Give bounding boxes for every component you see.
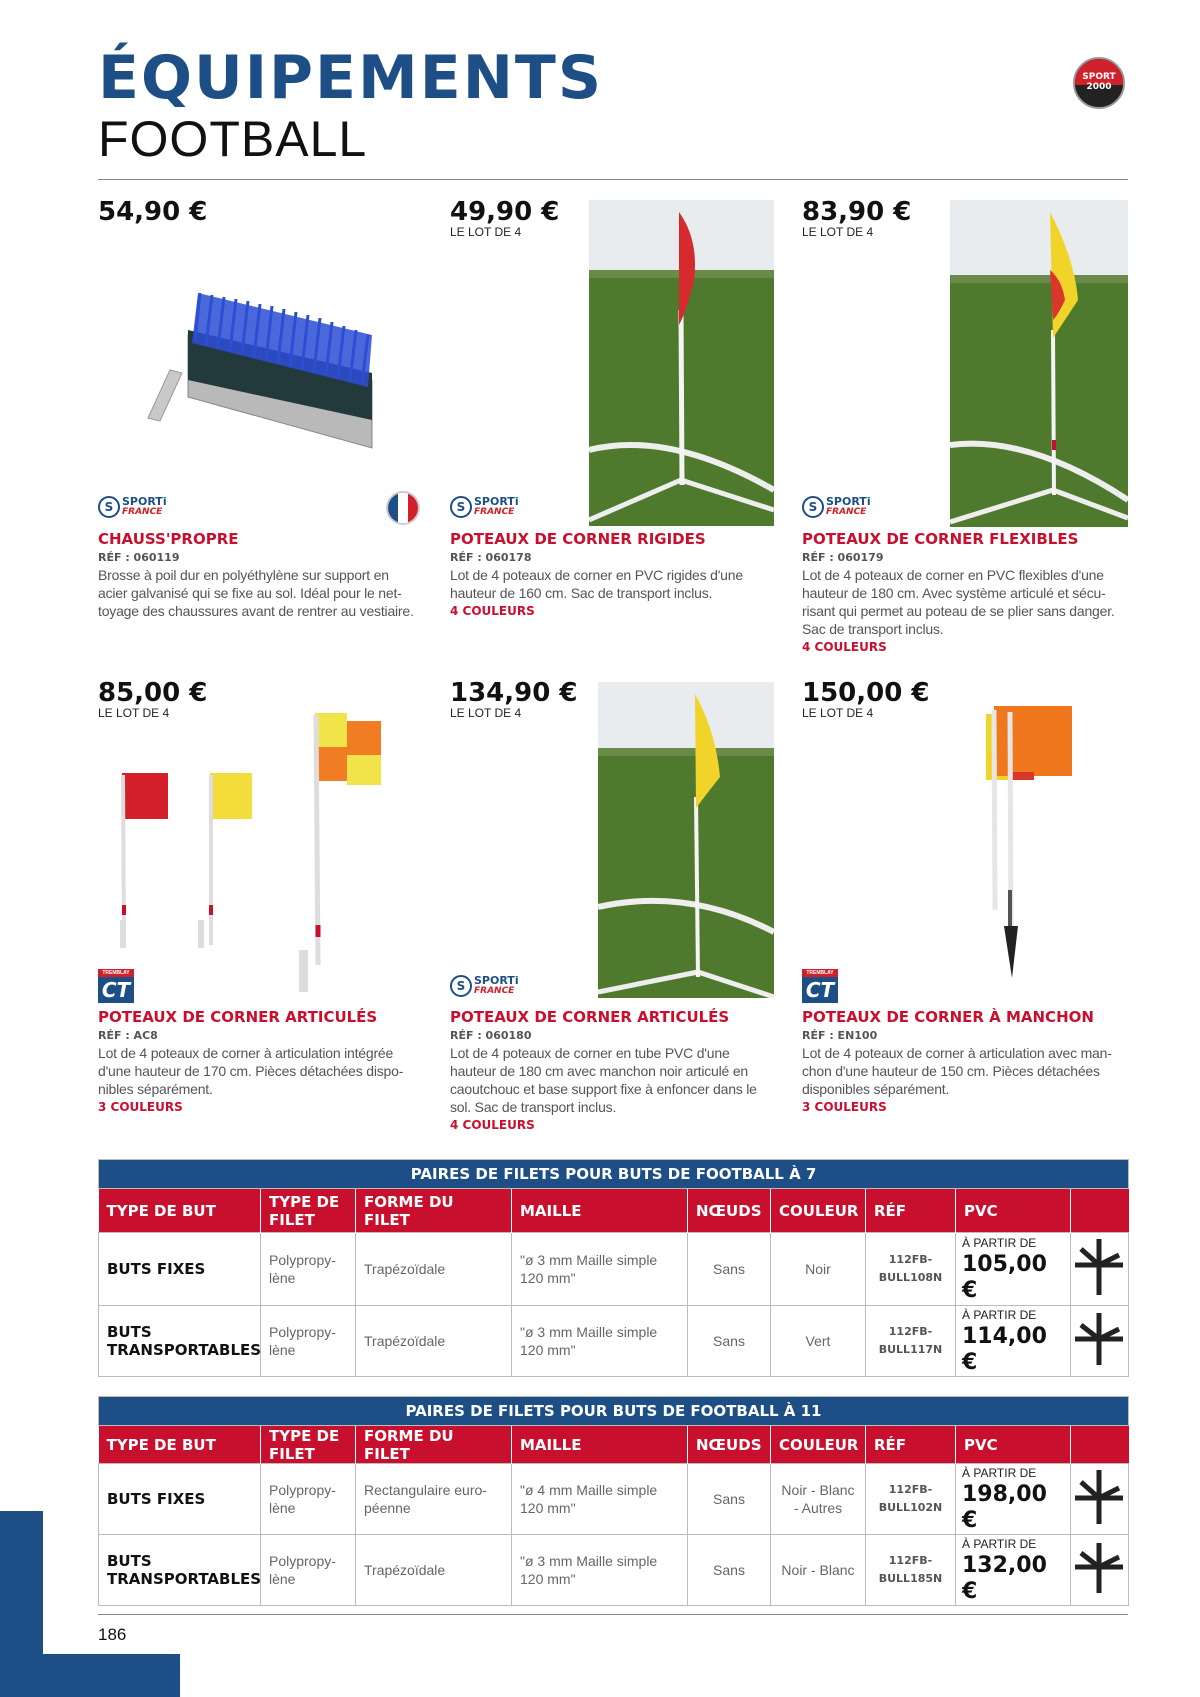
- table-row: BUTS TRANSPORTABLES Polypropy-lène Trapézoïdale "ø 3 mm Maille simple 120 mm" Sans Noir - Blanc 112FB-BULL185N À PARTIR DE 132,00 €: [99, 1535, 1129, 1606]
- header-type-de-filet: TYPE DE FILET: [261, 1189, 356, 1233]
- row-price: 105,00 €: [962, 1252, 1047, 1303]
- product-lot: LE LOT DE 4: [802, 706, 874, 720]
- table-row: BUTS FIXES Polypropy-lène Rectangulaire euro-péenne "ø 4 mm Maille simple 120 mm" Sans Noir - Blanc - Autres 112FB-BULL102N À PARTIR DE 198,00 €: [99, 1464, 1129, 1535]
- product-colors: 4 COULEURS: [450, 604, 535, 618]
- product-ref: RÉF : 060180: [450, 1029, 532, 1042]
- product-description: Lot de 4 poteaux de corner à articulation avec man-chon d'une hauteur de 150 cm. Pièces détachées disponibles séparément.: [802, 1045, 1112, 1097]
- net-corner-icon: [1071, 1233, 1129, 1306]
- articulated-corner-flags-image: [110, 705, 400, 995]
- header-pvc: PVC: [956, 1189, 1071, 1233]
- product-colors: 3 COULEURS: [802, 1100, 887, 1114]
- product-colors: 3 COULEURS: [98, 1100, 183, 1114]
- sporti-france-logo: S SPORTi FRANCE: [450, 496, 519, 518]
- nets-table-7: [98, 1159, 1129, 1377]
- header-forme: FORME DU FILET: [356, 1189, 512, 1233]
- header-ref: RÉF: [866, 1426, 956, 1464]
- product-name: POTEAUX DE CORNER RIGIDES: [450, 530, 706, 548]
- product-description: Lot de 4 poteaux de corner en PVC rigides d'une hauteur de 160 cm. Sac de transport inclus.: [450, 567, 743, 601]
- page-number: 186: [98, 1625, 127, 1644]
- tremblay-ct-logo: TREMBLAY CT: [802, 969, 838, 1005]
- net-corner-icon: [1071, 1464, 1129, 1535]
- header-forme: FORME DU FILET: [356, 1426, 512, 1464]
- row-price: 114,00 €: [962, 1324, 1047, 1375]
- product-ref: RÉF : AC8: [98, 1029, 158, 1042]
- header-maille: MAILLE: [512, 1426, 688, 1464]
- header-maille: MAILLE: [512, 1189, 688, 1233]
- table-caption: PAIRES DE FILETS POUR BUTS DE FOOTBALL À 11: [99, 1397, 1129, 1426]
- net-corner-icon: [1071, 1306, 1129, 1377]
- product-price: 54,90 €: [98, 197, 208, 227]
- header-ref: RÉF: [866, 1189, 956, 1233]
- product-price: 85,00 €: [98, 678, 208, 708]
- product-description: Lot de 4 poteaux de corner en PVC flexibles d'une hauteur de 180 cm. Avec système articulé et sécu-risant qui permet au poteau de se plier sans danger. Sac de transport inclus.: [802, 567, 1115, 637]
- product-colors: 4 COULEURS: [450, 1118, 535, 1132]
- product-name: POTEAUX DE CORNER ARTICULÉS: [98, 1008, 378, 1026]
- header-pvc: PVC: [956, 1426, 1071, 1464]
- product-colors: 4 COULEURS: [802, 640, 887, 654]
- tremblay-ct-logo: TREMBLAY CT: [98, 969, 134, 1005]
- product-name: CHAUSS'PROPRE: [98, 530, 239, 548]
- net-corner-icon: [1071, 1535, 1129, 1606]
- rigid-corner-flag-image: [589, 200, 774, 526]
- made-in-france-badge: [386, 491, 420, 525]
- sleeve-corner-flag-image: [980, 700, 1080, 980]
- corner-decoration-bottom: [0, 1654, 180, 1697]
- header-type-de-filet: TYPE DE FILET: [261, 1426, 356, 1464]
- product-ref: RÉF : EN100: [802, 1029, 878, 1042]
- flexible-corner-flag-image: [950, 200, 1128, 527]
- product-description: Brosse à poil dur en polyéthylène sur support en acier galvanisé qui se fixe au sol. Idéal pour le net-toyage des chaussures avant de rentrer au vestiaire.: [98, 567, 414, 619]
- header-noeuds: NŒUDS: [688, 1189, 771, 1233]
- product-name: POTEAUX DE CORNER À MANCHON: [802, 1008, 1094, 1026]
- product-name: POTEAUX DE CORNER FLEXIBLES: [802, 530, 1079, 548]
- header-type-de-but: TYPE DE BUT: [99, 1189, 261, 1233]
- product-lot: LE LOT DE 4: [802, 225, 874, 239]
- product-lot: LE LOT DE 4: [98, 706, 170, 720]
- table-row: BUTS TRANSPORTABLES Polypropy-lène Trapézoïdale "ø 3 mm Maille simple 120 mm" Sans Vert 112FB-BULL117N À PARTIR DE 114,00 €: [99, 1306, 1129, 1377]
- header-divider: [98, 179, 1128, 180]
- table-row: BUTS FIXES Polypropy-lène Trapézoïdale "ø 3 mm Maille simple 120 mm" Sans Noir 112FB-BULL108N À PARTIR DE 105,00 €: [99, 1233, 1129, 1306]
- header-couleur: COULEUR: [771, 1189, 866, 1233]
- product-price: 150,00 €: [802, 678, 930, 708]
- product-ref: RÉF : 060178: [450, 551, 532, 564]
- shoe-brush-image: [140, 285, 380, 455]
- sporti-france-logo: S SPORTi FRANCE: [98, 496, 167, 518]
- product-ref: RÉF : 060179: [802, 551, 884, 564]
- product-lot: LE LOT DE 4: [450, 225, 522, 239]
- page-title: ÉQUIPEMENTS: [98, 43, 604, 113]
- product-price: 49,90 €: [450, 197, 560, 227]
- articulated-corner-flag-image: [598, 682, 774, 998]
- product-price: 83,90 €: [802, 197, 912, 227]
- table-caption: PAIRES DE FILETS POUR BUTS DE FOOTBALL À 7: [99, 1160, 1129, 1189]
- header-type-de-but: TYPE DE BUT: [99, 1426, 261, 1464]
- sport2000-logo: SPORT 2000: [1073, 57, 1125, 109]
- footer-divider: [98, 1614, 1128, 1615]
- page-subtitle: FOOTBALL: [98, 111, 368, 167]
- nets-table-11: [98, 1396, 1129, 1606]
- row-price: 132,00 €: [962, 1553, 1047, 1604]
- header-noeuds: NŒUDS: [688, 1426, 771, 1464]
- product-description: Lot de 4 poteaux de corner en tube PVC d'une hauteur de 180 cm avec manchon noir articulé en caoutchouc et base support fixe à enfoncer dans le sol. Sac de transport inclus.: [450, 1045, 757, 1115]
- product-ref: RÉF : 060119: [98, 551, 180, 564]
- product-description: Lot de 4 poteaux de corner à articulation intégrée d'une hauteur de 170 cm. Pièces détachées dispo-nibles séparément.: [98, 1045, 404, 1097]
- sporti-france-logo: S SPORTi FRANCE: [802, 496, 871, 518]
- product-price: 134,90 €: [450, 678, 578, 708]
- header-couleur: COULEUR: [771, 1426, 866, 1464]
- sporti-france-logo: S SPORTi FRANCE: [450, 975, 519, 997]
- product-lot: LE LOT DE 4: [450, 706, 522, 720]
- row-price: 198,00 €: [962, 1482, 1047, 1533]
- product-name: POTEAUX DE CORNER ARTICULÉS: [450, 1008, 730, 1026]
